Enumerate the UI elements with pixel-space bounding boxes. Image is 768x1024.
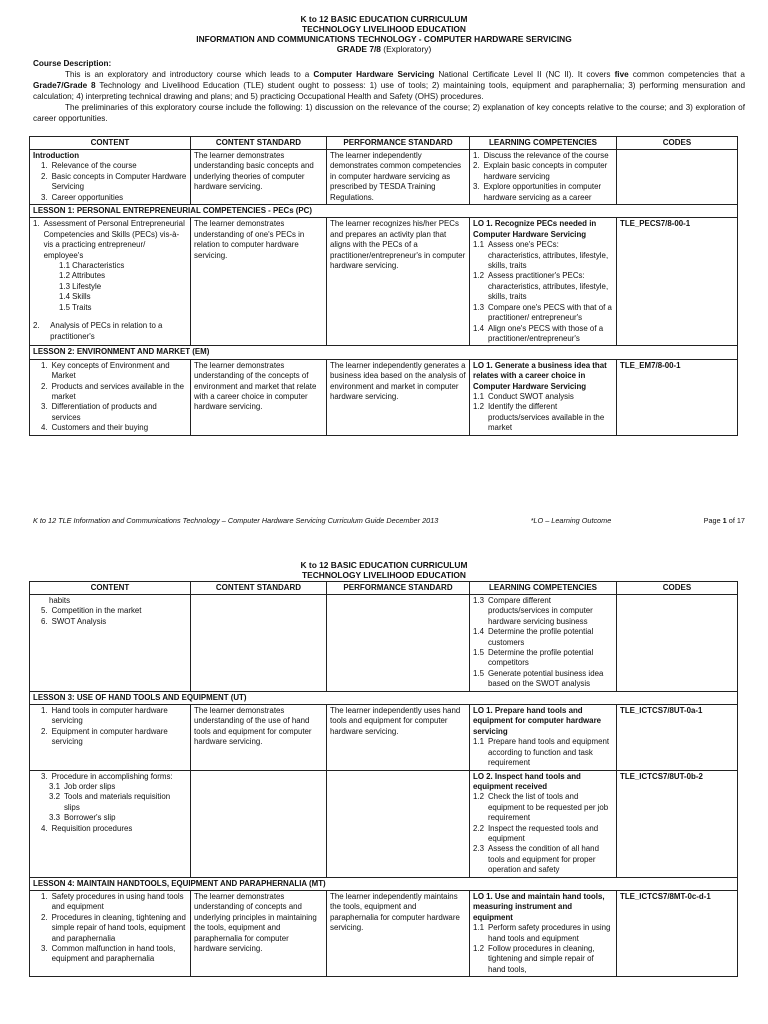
- table-row: [30, 770, 738, 877]
- table-row: [30, 150, 738, 205]
- code-cell: TLE_ICTCS7/8UT-0a-1: [617, 705, 738, 770]
- list-item: 3. Career opportunities: [41, 192, 124, 202]
- table-row: [30, 359, 738, 435]
- competencies-cell: [470, 218, 617, 346]
- curriculum-table: [29, 581, 738, 977]
- lesson-row: [30, 346, 738, 359]
- content-standard-cell: The learner demonstrates understanding of one's PECs in relation to computer hardware servicing.: [191, 218, 327, 346]
- content-standard-cell: The learner demonstrates understanding of concepts and underlying principles in maintaining the tools, equipment and paraphernalia for computer hardware servicing.: [191, 890, 327, 976]
- code-cell: TLE_ICTCS7/8UT-0b-2: [617, 770, 738, 877]
- competencies-cell: [470, 595, 617, 692]
- content-standard-cell: The learner demonstrates understanding of the concepts of environment and market that relate with a career choice in computer hardware servicing.: [191, 359, 327, 435]
- table-header-row: [30, 582, 738, 595]
- list-item: 2. Basic concepts in Computer Hardware Servicing: [41, 171, 187, 192]
- desc-text: National Certificate Level II (NC II). It covers: [434, 70, 615, 79]
- footer-note: *LO – Learning Outcome: [530, 516, 612, 525]
- header-line: K to 12 BASIC EDUCATION CURRICULUM: [300, 14, 468, 24]
- list-item: 6. SWOT Analysis: [41, 616, 107, 626]
- lesson-title: LESSON 1: PERSONAL ENTREPRENEURIAL COMPETENCIES - PECs (PC): [30, 205, 738, 218]
- header-line: INFORMATION AND COMMUNICATIONS TECHNOLOGY - COMPUTER HARDWARE SERVICING: [196, 34, 572, 44]
- content-cell: [30, 595, 191, 692]
- list-item: 1.1 Perform safety procedures in using hand tools and equipment: [473, 923, 611, 943]
- competencies-cell: [470, 705, 617, 770]
- curriculum-page-2: [0, 560, 768, 1024]
- table-row: [30, 890, 738, 976]
- content-cell: [30, 218, 191, 346]
- learning-outcome: LO 1. Prepare hand tools and equipment for computer hardware servicing: [473, 706, 602, 736]
- column-header: CONTENT STANDARD: [191, 582, 327, 595]
- performance-standard-cell: The learner independently demonstrates common competencies in computer hardware servicing as prescribed by TESDA Training Regulations.: [327, 150, 470, 205]
- table-row: [30, 218, 738, 346]
- footer-title: K to 12 TLE Information and Communications Technology – Computer Hardware Servicing Curriculum Guide December 2013: [33, 516, 439, 525]
- desc-bold: Computer Hardware Servicing: [313, 70, 435, 79]
- desc-bold: Grade7/Grade 8: [33, 81, 96, 90]
- list-item: 1. Assessment of Personal Entrepreneurial Competencies and Skills (PECs) vis-à-vis a practicing entrepreneur/ employee's: [33, 219, 185, 260]
- page-footer: [33, 516, 745, 525]
- competencies-cell: [470, 359, 617, 435]
- list-item: 1.1 Prepare hand tools and equipment according to function and task requirement: [473, 737, 610, 768]
- content-cell: [30, 770, 191, 877]
- lesson-title: LESSON 3: USE OF HAND TOOLS AND EQUIPMENT (UT): [30, 691, 738, 704]
- content-cell: [30, 890, 191, 976]
- list-item: 1.3 Compare different products/services in computer hardware servicing business: [473, 596, 593, 626]
- list-item: 4. Customers and their buying: [41, 423, 149, 433]
- sub-item: 1.5 Traits: [59, 302, 92, 312]
- list-item: 1.2 Identify the different products/services available in the market: [473, 402, 605, 433]
- list-item: 2. Procedures in cleaning, tightening and simple repair of hand tools, equipment and paraphernalia: [41, 912, 186, 943]
- course-description: [33, 58, 745, 124]
- intro-title: Introduction: [33, 151, 80, 160]
- sub-item: 1.2 Attributes: [59, 271, 106, 281]
- column-header: LEARNING COMPETENCIES: [470, 137, 617, 150]
- list-item: 4. Requisition procedures: [41, 823, 133, 833]
- header-line: K to 12 BASIC EDUCATION CURRICULUM: [300, 560, 468, 570]
- list-item: 1. Hand tools in computer hardware servicing: [41, 706, 168, 726]
- content-standard-cell: The learner demonstrates understanding basic concepts and underlying theories of computer hardware servicing.: [191, 150, 327, 205]
- performance-standard-cell: The learner recognizes his/her PECs and prepares an activity plan that aligns with the PECs of a practitioner/entrepreneur's in computer hardware servicing.: [327, 218, 470, 346]
- list-item: 1. Discuss the relevance of the course: [473, 151, 609, 160]
- sub-item: 1.3 Lifestyle: [59, 281, 102, 291]
- column-header: PERFORMANCE STANDARD: [327, 137, 470, 150]
- performance-standard-cell: The learner independently uses hand tools and equipment for computer hardware servicing.: [327, 705, 470, 770]
- code-cell: TLE_ICTCS7/8MT-0c-d-1: [617, 890, 738, 976]
- code-cell: TLE_PECS7/8-00-1: [617, 218, 738, 346]
- list-item: 2. Products and services available in the market: [41, 381, 185, 401]
- column-header: LEARNING COMPETENCIES: [470, 582, 617, 595]
- content-standard-cell: [191, 770, 327, 877]
- sub-item: 1.1 Characteristics: [59, 261, 125, 271]
- grade-label: GRADE 7/8: [336, 44, 381, 54]
- list-item: 1.1 Conduct SWOT analysis: [473, 391, 574, 401]
- codes-cell: [617, 150, 738, 205]
- code-cell: TLE_EM7/8-00-1: [617, 359, 738, 435]
- content-cell: [30, 705, 191, 770]
- list-item: 2.3 Assess the condition of all hand tools and equipment for proper operation and safety: [473, 844, 599, 875]
- learning-outcome: LO 2. Inspect hand tools and equipment received: [473, 771, 581, 791]
- list-item: 1.5 Determine the profile potential competitors: [473, 648, 594, 668]
- description-paragraph: [33, 69, 745, 102]
- column-header: CONTENT: [30, 582, 191, 595]
- list-item: 1.4 Determine the profile potential customers: [473, 627, 594, 647]
- list-item: 1.3 Compare one's PECS with that of a practitioner/ entrepreneur's: [473, 302, 612, 323]
- table-header-row: [30, 137, 738, 150]
- competencies-cell: [470, 890, 617, 976]
- header-line: TECHNOLOGY LIVELIHOOD EDUCATION: [302, 570, 466, 580]
- list-item: 5. Competition in the market: [41, 606, 142, 616]
- content-standard-cell: The learner demonstrates understanding of the use of hand tools and equipment for computer hardware servicing.: [191, 705, 327, 770]
- list-item: 1.2 Assess practitioner's PECs: characteristics, attributes, lifestyle, skills, traits: [473, 271, 609, 302]
- table-row: [30, 595, 738, 692]
- list-item: habits: [49, 596, 71, 605]
- list-item: 1.5 Generate potential business idea based on the SWOT analysis: [473, 668, 604, 689]
- column-header: CODES: [617, 582, 738, 595]
- column-header: CODES: [617, 137, 738, 150]
- list-item: 1. Safety procedures in using hand tools and equipment: [41, 891, 184, 912]
- content-standard-cell: [191, 595, 327, 692]
- content-cell: [30, 359, 191, 435]
- learning-outcome: LO 1. Use and maintain hand tools, measuring instrument and equipment: [473, 891, 605, 922]
- course-description-label: Course Description:: [33, 59, 112, 68]
- codes-cell: [617, 595, 738, 692]
- page-number: Page 1 of 17: [703, 516, 745, 525]
- sub-item: 1.4 Skills: [59, 292, 91, 302]
- learning-outcome: LO 1. Recognize PECs needed in Computer Hardware Servicing: [473, 219, 597, 239]
- performance-standard-cell: The learner independently generates a business idea based on the analysis of environment and market in computer hardware servicing.: [327, 359, 470, 435]
- lesson-title: LESSON 4: MAINTAIN HANDTOOLS, EQUIPMENT AND PARAPHERNALIA (MT): [30, 877, 738, 890]
- performance-standard-cell: [327, 770, 470, 877]
- competencies-cell: [470, 770, 617, 877]
- desc-bold: five: [614, 70, 629, 79]
- sub-item: 3.3 Borrower's slip: [49, 813, 116, 823]
- list-item: 1.4 Align one's PECS with those of a practitioner/entrepreneur's: [473, 323, 604, 343]
- curriculum-table: [29, 136, 738, 436]
- list-item: 3. Explore opportunities in computer hardware servicing as a career: [473, 182, 602, 202]
- performance-standard-cell: The learner independently maintains the tools, equipment and paraphernalia for computer hardware servicing.: [327, 890, 470, 976]
- page-header: [0, 560, 768, 580]
- list-item: 2. Equipment in computer hardware servicing: [41, 726, 168, 747]
- description-paragraph: The preliminaries of this exploratory course include the following: 1) discussion on the relevance of the course; 2) explanation of key concepts relative to the course; and 3) exploration of career opportunities.: [33, 103, 745, 123]
- column-header: CONTENT STANDARD: [191, 137, 327, 150]
- grade-note: (Exploratory): [383, 44, 432, 54]
- content-cell: [30, 150, 191, 205]
- desc-text: common competencies that a: [628, 70, 745, 79]
- lesson-title: LESSON 2: ENVIRONMENT AND MARKET (EM): [30, 346, 738, 359]
- list-item: 1.2 Check the list of tools and equipment to be requested per job requirement: [473, 792, 609, 823]
- page-header: [0, 14, 768, 54]
- lesson-row: [30, 877, 738, 890]
- lesson-row: [30, 205, 738, 218]
- list-item: 1. Relevance of the course: [41, 161, 137, 171]
- list-item: 1.2 Follow procedures in cleaning, tightening and simple repair of hand tools,: [473, 944, 595, 974]
- list-item: 2. Analysis of PECs in relation to a practitioner's: [33, 321, 163, 341]
- learning-outcome: LO 1. Generate a business idea that relates with a career choice in Computer Hardware Servicing: [473, 360, 607, 391]
- desc-text: Technology and Livelihood Education (TLE) student ought to possess: 1) use of tools; 2) maintaining tools, equipment and paraphernalia; 3) performing mensuration and calculation; 4) interpreting technical drawing and plans; and 5) practicing Occupational Health and Safety (OHS) procedures.: [33, 81, 746, 101]
- table-row: [30, 705, 738, 770]
- sub-item: 3.1 Job order slips: [49, 781, 116, 791]
- column-header: PERFORMANCE STANDARD: [327, 582, 470, 595]
- header-line: [0, 44, 768, 54]
- list-item: 3. Differentiation of products and services: [41, 402, 157, 422]
- performance-standard-cell: [327, 595, 470, 692]
- header-line: TECHNOLOGY LIVELIHOOD EDUCATION: [302, 24, 466, 34]
- list-item: 1. Key concepts of Environment and Market: [41, 360, 170, 381]
- column-header: CONTENT: [30, 137, 191, 150]
- list-item: 2.2 Inspect the requested tools and equipment: [473, 823, 599, 843]
- list-item: 3. Procedure in accomplishing forms:: [41, 771, 173, 781]
- list-item: 1.1 Assess one's PECs: characteristics, attributes, lifestyle, skills, traits: [473, 240, 609, 271]
- competencies-cell: [470, 150, 617, 205]
- desc-text: This is an exploratory and introductory course which leads to a: [65, 70, 314, 79]
- sub-item: 3.2 Tools and materials requisition slips: [49, 792, 171, 812]
- list-item: 2. Explain basic concepts in computer hardware servicing: [473, 161, 608, 181]
- lesson-row: [30, 691, 738, 704]
- list-item: 3. Common malfunction in hand tools, equipment and paraphernalia: [41, 944, 176, 964]
